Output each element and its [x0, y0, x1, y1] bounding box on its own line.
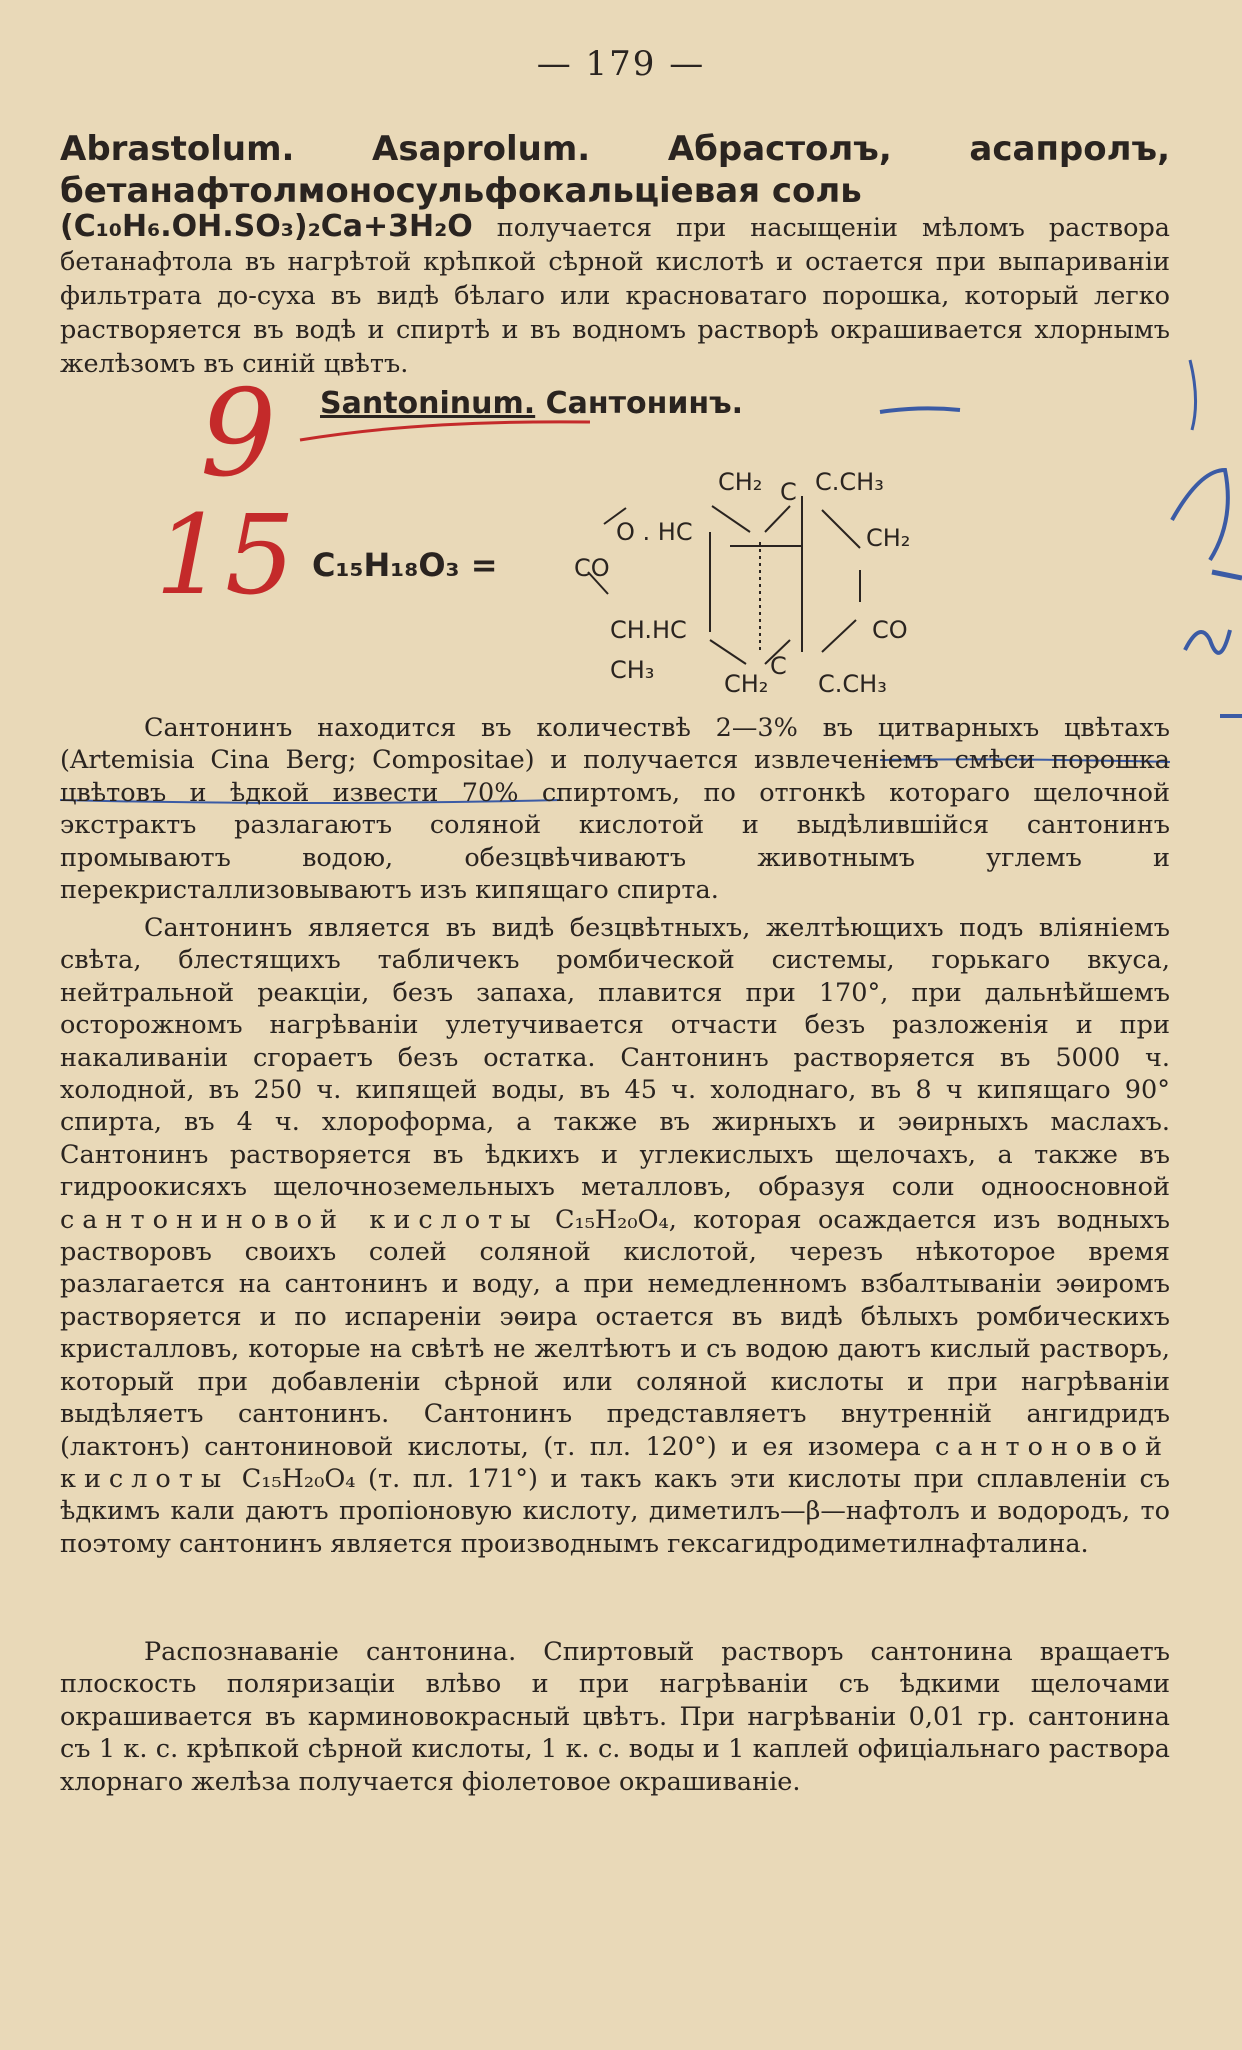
atom-co-left: CO: [574, 554, 610, 582]
atom-ch2-top: CH₂: [718, 468, 763, 496]
atom-ch-hc: CH.HC: [610, 616, 687, 644]
atom-o-hc: O . HC: [616, 518, 693, 546]
atom-cch3-bottom: C.CH₃: [818, 670, 887, 698]
abrastol-formula: (C₁₀H₆.OH.SO₃)₂Ca+3H₂O: [60, 209, 473, 244]
handwritten-fifteen: 15: [155, 491, 295, 619]
paragraph-properties: [60, 912, 1170, 1560]
abrastol-description: получается при насыщенiи мѣломъ раствора бетанафтола въ нагрѣтой крѣпкой сѣрной кислотѣ и остается при выпариванiи фильтрата до-суха въ видѣ бѣлаго или красноватаго порошка, который легко растворяется въ водѣ и спиртѣ и въ водномъ растворѣ окрашивается хлорнымъ желѣзомъ въ синiй цвѣтъ.: [60, 213, 1170, 379]
atom-ch3-left: CH₃: [610, 656, 655, 684]
heading-title: Abrastolum. Asaprolum. Абрастолъ, асапролъ, бетанафтолмоносульфокальцiевая соль: [60, 129, 1170, 211]
paragraph-origin: Сантонинъ находится въ количествѣ 2—3% въ цитварныхъ цвѣтахъ (Artemisia Cina Berg; Compositae) и получается извлеченiемъ смѣси порошка цвѣтовъ и ѣдкой извести 70% спиртомъ, по отгонкѣ котораго щелочной экстрактъ разлагаютъ соляной кислотой и выдѣлившiйся сантонинъ промываютъ водою, обезцвѣчиваютъ животнымъ углемъ и перекристаллизовываютъ изъ кипящаго спирта.: [60, 713, 1170, 906]
santonin-formula: C₁₅H₁₈O₃ =: [312, 546, 498, 584]
atom-c-top: C: [780, 478, 797, 506]
atom-ch2-bottom: CH₂: [724, 670, 769, 698]
atom-co-right: CO: [872, 616, 908, 644]
handwritten-nine: 9: [200, 365, 277, 504]
santonin-acid-term: сантониновой кислоты: [60, 1204, 539, 1235]
section-title-russian: Сантонинъ.: [545, 386, 744, 421]
santonin-structure: [560, 452, 980, 712]
properties-text-a: Сантонинъ является въ видѣ безцвѣтныхъ, желтѣющихъ подъ влiянiемъ свѣта, блестящихъ табличекъ ромбической системы, горькаго вкуса, нейтральной реакцiи, безъ запаха, плавится при 170°, при дальнѣйшемъ осторожномъ нагрѣванiи улетучивается отчасти безъ разложенiя и при накаливанiи сгораетъ безъ остатка. Сантонинъ растворяется въ 5000 ч. холодной, въ 250 ч. кипящей воды, въ 45 ч. холоднаго, въ 8 ч кипящаго 90° спирта, въ 4 ч. хлороформа, а также въ жирныхъ и эөирныхъ маслахъ. Сантонинъ растворяется въ ѣдкихъ и углекислыхъ щелочахъ, а также въ гидроокисяхъ щелочноземельныхъ металловъ, образуя соли одноосновной: [60, 913, 1170, 1203]
paragraph-identification: Распознаванiе сантонина. Спиртовый растворъ сантонина вращаетъ плоскость поляризацiи влѣво и при нагрѣванiи съ ѣдкими щелочами окрашивается въ карминовокрасный цвѣтъ. При нагрѣванiи 0,01 гр. сантонина съ 1 к. с. крѣпкой сѣрной кислоты, 1 к. с. воды и 1 каплей офицiальнаго раствора хлорнаго желѣза получается фiолетовое окрашиванiе.: [60, 1637, 1170, 1797]
section-title: [320, 386, 743, 421]
properties-text-c: C₁₅H₂₀O₄, которая осаждается изъ водныхъ растворовъ своихъ солей соляной кислотой, черезъ нѣкоторое время разлагается на сантонинъ и воду, а при немедленномъ взбалтыванiи эөиромъ растворяется и по испаренiи эөира остается въ видѣ бѣлыхъ ромбическихъ кристалловъ, которые на свѣтѣ не желтѣютъ и съ водою даютъ кислый растворъ, который при добавленiи сѣрной или соляной кислоты и при нагрѣванiи выдѣляетъ сантонинъ. Сантонинъ представляетъ внутреннiй ангидридъ (лактонъ) сантониновой кислоты, (т. пл. 120°) и ея изомера: [60, 1204, 1170, 1462]
page-number: — 179 —: [536, 44, 706, 84]
santonic-acid-term: сантоновой кислоты: [60, 1431, 1170, 1494]
properties-text-e: C₁₅H₂₀O₄ (т. пл. 171°) и такъ какъ эти кислоты при сплавленiи съ ѣдкимъ кали даютъ пропiоновую кислоту, диметилъ—β—нафтолъ и водородъ, то поэтому сантонинъ является производнымъ гексагидродиметилнафталина.: [60, 1463, 1170, 1559]
atom-cch3-top: C.CH₃: [815, 468, 884, 496]
atom-ch2-right: CH₂: [866, 524, 911, 552]
section-title-latin: Santoninum.: [320, 386, 536, 421]
atom-c-bottom: C: [770, 652, 787, 680]
